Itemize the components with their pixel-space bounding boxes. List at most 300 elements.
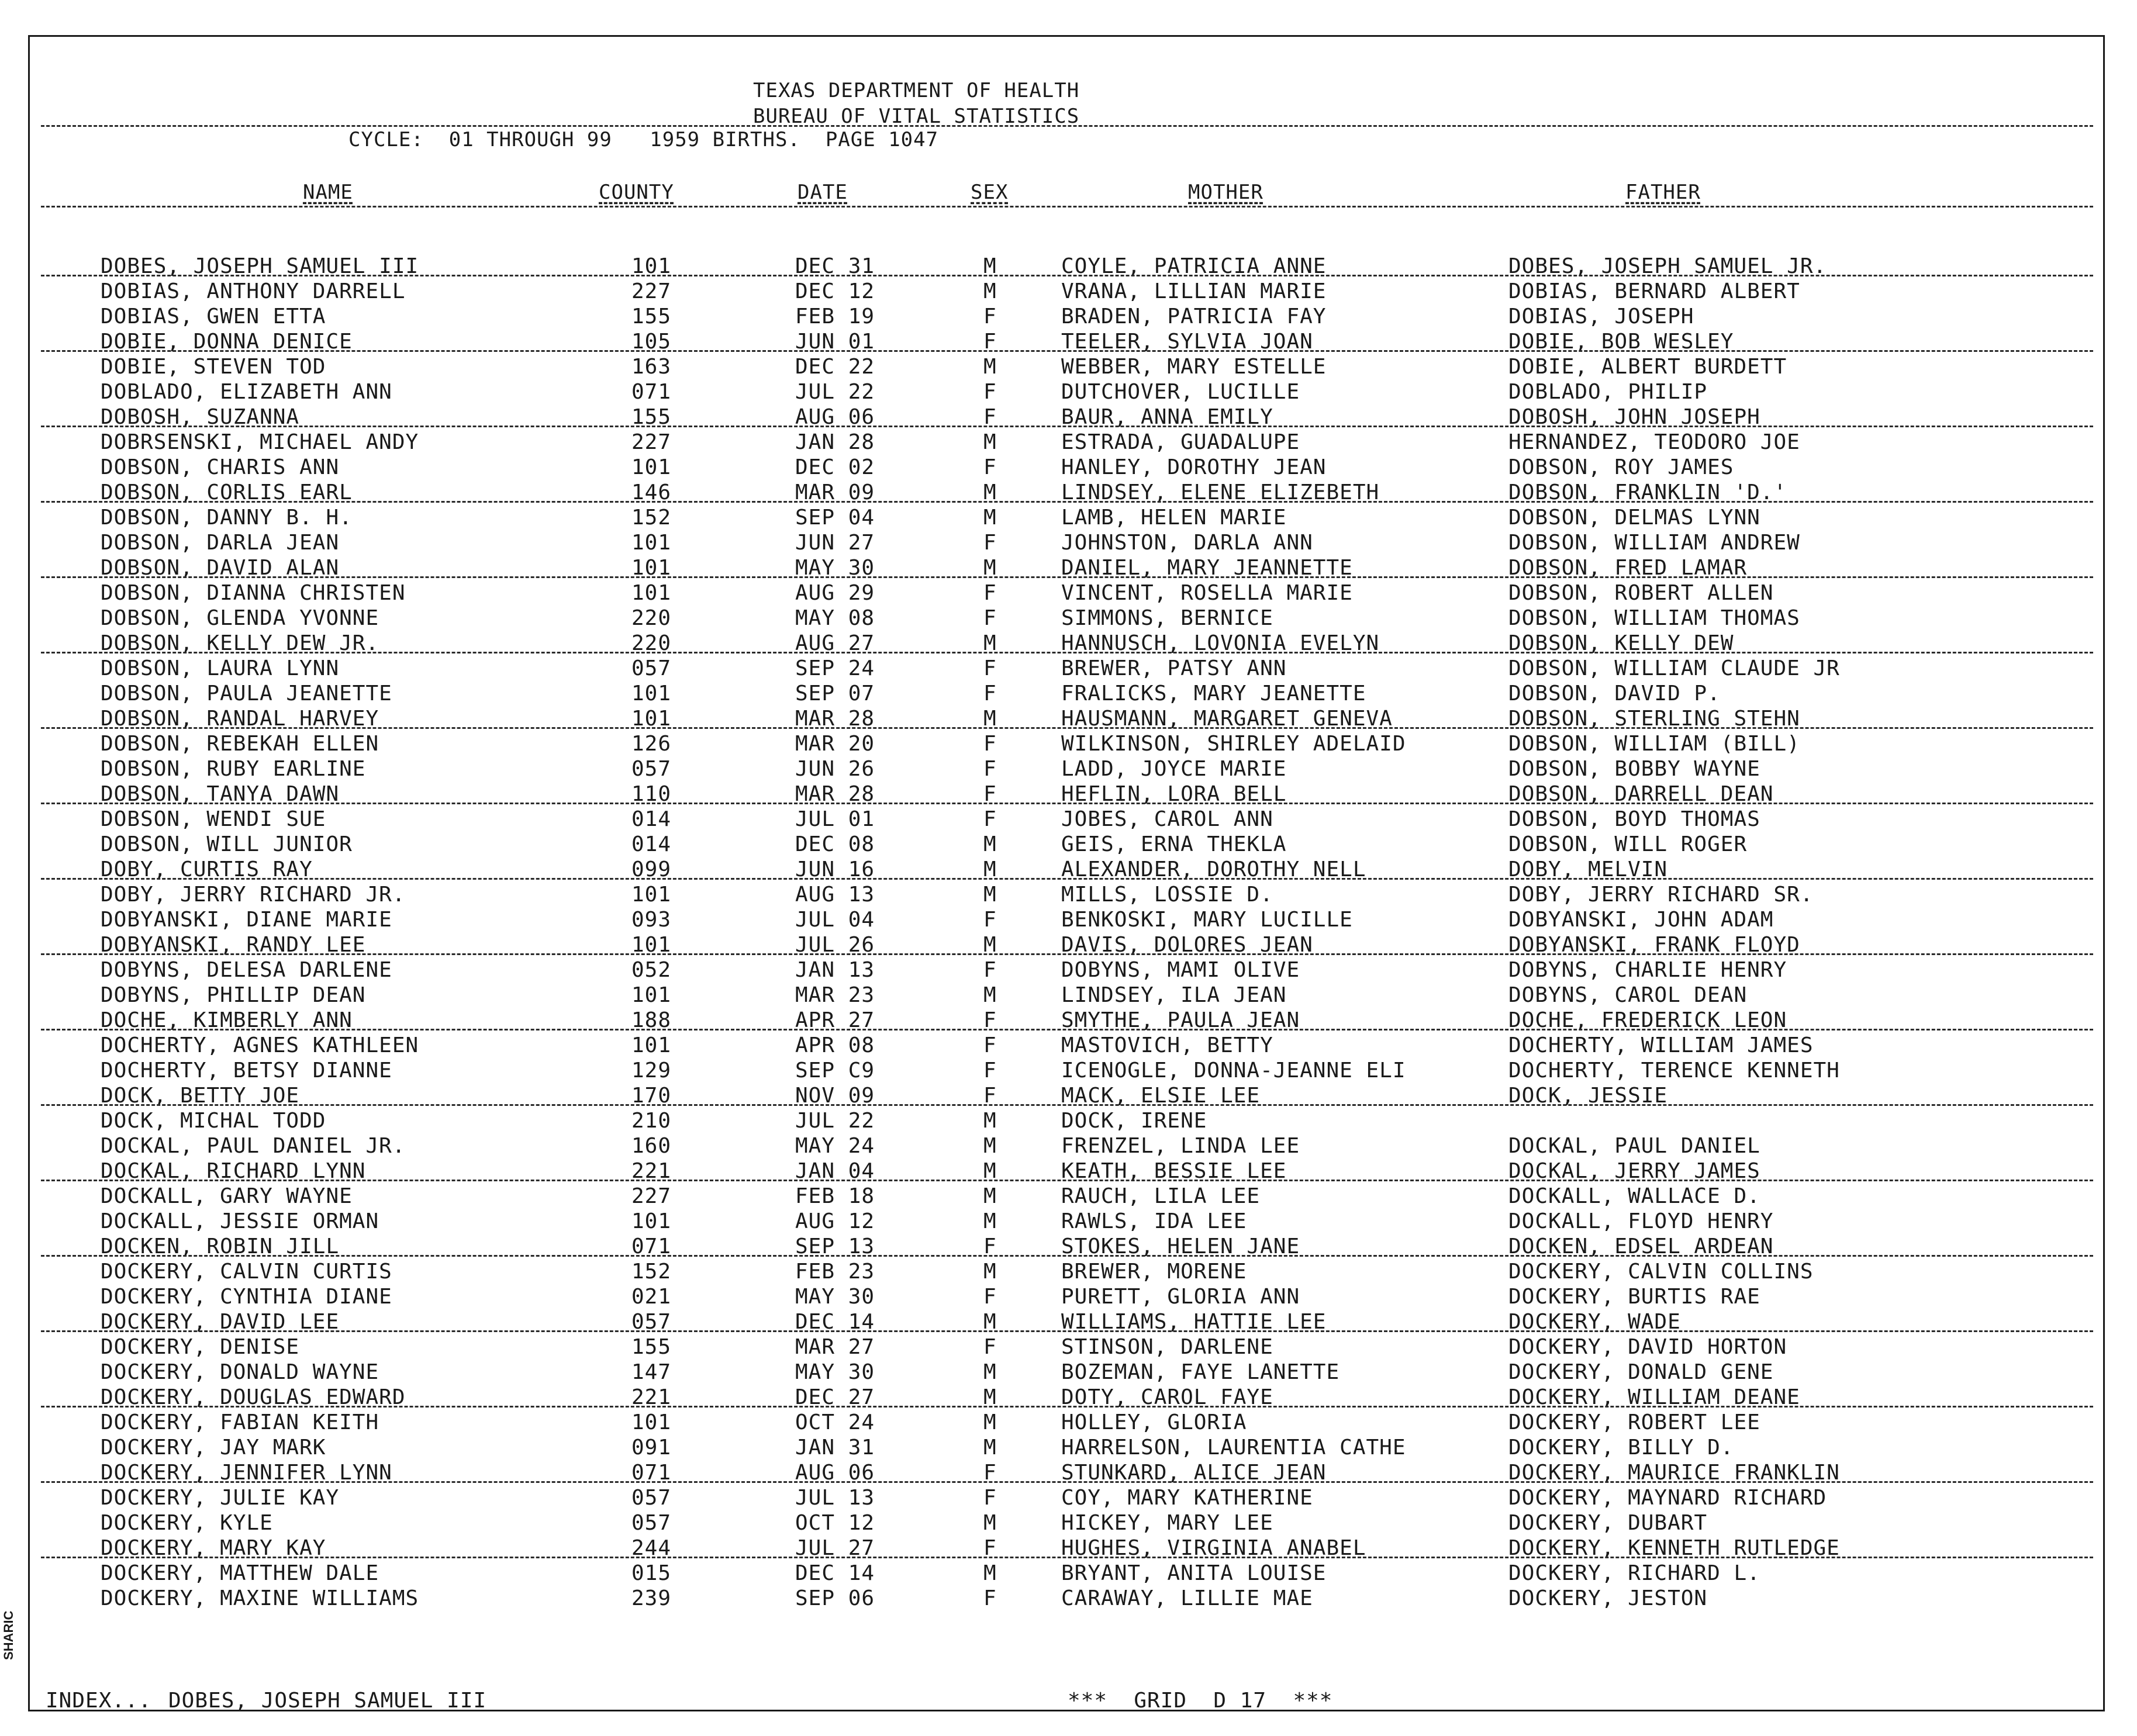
- record-mother: BOZEMAN, FAYE LANETTE: [1061, 1360, 1340, 1384]
- record-date: SEP 07: [795, 682, 875, 706]
- record-county: 101: [631, 933, 672, 957]
- record-county: 101: [631, 707, 672, 731]
- record-mother: DOTY, CAROL FAYE: [1061, 1385, 1273, 1409]
- record-sex: F: [983, 682, 997, 706]
- record-father: DOBIE, ALBERT BURDETT: [1508, 355, 1787, 379]
- table-row: [0, 379, 2137, 404]
- table-row: [0, 756, 2137, 781]
- record-name: DOCKERY, MAXINE WILLIAMS: [101, 1586, 419, 1610]
- record-father: DOCKERY, JESTON: [1508, 1586, 1708, 1610]
- record-father: DOCKERY, BURTIS RAE: [1508, 1285, 1760, 1309]
- record-date: OCT 12: [795, 1511, 875, 1535]
- record-date: AUG 06: [795, 405, 875, 429]
- record-mother: MILLS, LOSSIE D.: [1061, 883, 1273, 907]
- record-sex: M: [983, 480, 997, 504]
- record-county: 057: [631, 656, 672, 680]
- record-county: 101: [631, 581, 672, 605]
- record-father: DOBSON, BOYD THOMAS: [1508, 807, 1760, 831]
- record-father: DOCKERY, ROBERT LEE: [1508, 1410, 1760, 1434]
- record-sex: M: [983, 1360, 997, 1384]
- record-mother: DAVIS, DOLORES JEAN: [1061, 933, 1313, 957]
- record-name: DOBY, CURTIS RAY: [101, 857, 313, 881]
- record-sex: F: [983, 405, 997, 429]
- record-sex: F: [983, 807, 997, 831]
- record-date: JUN 16: [795, 857, 875, 881]
- record-county: 146: [631, 480, 672, 504]
- record-name: DOBSON, CORLIS EARL: [101, 480, 353, 504]
- record-sex: F: [983, 1033, 997, 1057]
- record-county: 057: [631, 1486, 672, 1510]
- record-date: JAN 04: [795, 1159, 875, 1183]
- record-mother: BAUR, ANNA EMILY: [1061, 405, 1273, 429]
- record-father: DOBES, JOSEPH SAMUEL JR.: [1508, 254, 1827, 278]
- record-county: 091: [631, 1436, 672, 1460]
- record-mother: COY, MARY KATHERINE: [1061, 1486, 1313, 1510]
- record-sex: M: [983, 1134, 997, 1158]
- record-date: MAR 28: [795, 707, 875, 731]
- record-county: 221: [631, 1385, 672, 1409]
- record-name: DOCKERY, FABIAN KEITH: [101, 1410, 379, 1434]
- record-date: MAR 09: [795, 480, 875, 504]
- record-date: JAN 28: [795, 430, 875, 454]
- record-father: DOBSON, ROY JAMES: [1508, 455, 1734, 479]
- record-father: DOBLADO, PHILIP: [1508, 380, 1708, 404]
- record-father: DOCKERY, MAYNARD RICHARD: [1508, 1486, 1827, 1510]
- record-date: JUL 22: [795, 1109, 875, 1133]
- table-row: [0, 279, 2137, 304]
- cycle-line: CYCLE: 01 THROUGH 99 1959 BIRTHS. PAGE 1047: [348, 128, 939, 151]
- record-county: 101: [631, 1033, 672, 1057]
- record-county: 105: [631, 330, 672, 354]
- table-row: [0, 1234, 2137, 1259]
- record-mother: HARRELSON, LAURENTIA CATHE: [1061, 1436, 1406, 1460]
- record-county: 147: [631, 1360, 672, 1384]
- record-county: 101: [631, 682, 672, 706]
- record-date: SEP C9: [795, 1059, 875, 1083]
- record-name: DOCK, MICHAL TODD: [101, 1109, 326, 1133]
- record-mother: HAUSMANN, MARGARET GENEVA: [1061, 707, 1393, 731]
- record-county: 057: [631, 1310, 672, 1334]
- record-sex: M: [983, 631, 997, 655]
- record-sex: F: [983, 1234, 997, 1258]
- record-date: DEC 22: [795, 355, 875, 379]
- department-title: TEXAS DEPARTMENT OF HEALTH: [753, 79, 1080, 102]
- record-mother: DOBYNS, MAMI OLIVE: [1061, 958, 1300, 982]
- record-name: DOBYNS, PHILLIP DEAN: [101, 983, 366, 1007]
- record-date: JAN 31: [795, 1436, 875, 1460]
- record-father: DOBIAS, JOSEPH: [1508, 305, 1694, 328]
- record-name: DOBSON, DIANNA CHRISTEN: [101, 581, 406, 605]
- record-sex: M: [983, 1410, 997, 1434]
- record-name: DOCKERY, JENNIFER LYNN: [101, 1461, 392, 1485]
- table-row: [0, 430, 2137, 455]
- record-county: 220: [631, 631, 672, 655]
- table-row: [0, 656, 2137, 681]
- record-sex: M: [983, 1184, 997, 1208]
- record-sex: F: [983, 732, 997, 756]
- table-row: [0, 1083, 2137, 1108]
- record-sex: F: [983, 531, 997, 555]
- record-mother: FRENZEL, LINDA LEE: [1061, 1134, 1300, 1158]
- record-father: DOCHERTY, WILLIAM JAMES: [1508, 1033, 1814, 1057]
- record-date: MAY 24: [795, 1134, 875, 1158]
- record-name: DOBSON, CHARIS ANN: [101, 455, 340, 479]
- table-row: [0, 631, 2137, 656]
- record-father: DOBSON, WILLIAM THOMAS: [1508, 606, 1800, 630]
- table-row: [0, 304, 2137, 329]
- record-sex: F: [983, 1486, 997, 1510]
- record-county: 101: [631, 883, 672, 907]
- table-row: [0, 254, 2137, 279]
- table-row: [0, 1209, 2137, 1234]
- grid-reference: *** GRID D 17 ***: [1068, 1689, 1333, 1713]
- record-father: DOBSON, WILLIAM (BILL): [1508, 732, 1800, 756]
- index-name: DOBES, JOSEPH SAMUEL III: [168, 1689, 487, 1713]
- record-mother: GEIS, ERNA THEKLA: [1061, 832, 1287, 856]
- record-sex: F: [983, 1059, 997, 1083]
- record-date: SEP 06: [795, 1586, 875, 1610]
- record-sex: F: [983, 330, 997, 354]
- record-county: 071: [631, 1461, 672, 1485]
- record-sex: M: [983, 1209, 997, 1233]
- record-mother: VINCENT, ROSELLA MARIE: [1061, 581, 1353, 605]
- record-mother: LINDSEY, ILA JEAN: [1061, 983, 1287, 1007]
- record-date: FEB 18: [795, 1184, 875, 1208]
- record-date: JUN 01: [795, 330, 875, 354]
- record-father: DOCK, JESSIE: [1508, 1084, 1668, 1108]
- record-father: DOCHERTY, TERENCE KENNETH: [1508, 1059, 1840, 1083]
- record-mother: CARAWAY, LILLIE MAE: [1061, 1586, 1313, 1610]
- record-county: 014: [631, 832, 672, 856]
- record-date: SEP 24: [795, 656, 875, 680]
- record-sex: M: [983, 883, 997, 907]
- record-father: DOBSON, BOBBY WAYNE: [1508, 757, 1760, 781]
- table-row: [0, 1309, 2137, 1334]
- record-sex: F: [983, 380, 997, 404]
- record-sex: M: [983, 430, 997, 454]
- record-mother: DOCK, IRENE: [1061, 1109, 1207, 1133]
- record-father: DOBIE, BOB WESLEY: [1508, 330, 1734, 354]
- record-father: DOBYNS, CHARLIE HENRY: [1508, 958, 1787, 982]
- record-sex: F: [983, 1008, 997, 1032]
- index-label: INDEX...: [46, 1689, 152, 1713]
- record-father: HERNANDEZ, TEODORO JOE: [1508, 430, 1800, 454]
- record-mother: LADD, JOYCE MARIE: [1061, 757, 1287, 781]
- record-sex: F: [983, 455, 997, 479]
- record-sex: M: [983, 1511, 997, 1535]
- record-mother: BREWER, PATSY ANN: [1061, 656, 1287, 680]
- column-header-county: COUNTY: [599, 181, 674, 204]
- record-date: DEC 27: [795, 1385, 875, 1409]
- table-row: [0, 580, 2137, 606]
- record-mother: FRALICKS, MARY JEANETTE: [1061, 682, 1366, 706]
- record-date: FEB 19: [795, 305, 875, 328]
- record-sex: M: [983, 254, 997, 278]
- record-sex: F: [983, 305, 997, 328]
- record-name: DOCHE, KIMBERLY ANN: [101, 1008, 353, 1032]
- record-name: DOBIE, DONNA DENICE: [101, 330, 353, 354]
- record-name: DOBIAS, ANTHONY DARRELL: [101, 279, 406, 303]
- record-date: AUG 12: [795, 1209, 875, 1233]
- record-county: 057: [631, 1511, 672, 1535]
- record-name: DOBSON, RANDAL HARVEY: [101, 707, 379, 731]
- table-row: [0, 329, 2137, 354]
- record-county: 021: [631, 1285, 672, 1309]
- record-mother: ALEXANDER, DOROTHY NELL: [1061, 857, 1366, 881]
- record-sex: M: [983, 1436, 997, 1460]
- record-father: DOCKERY, RICHARD L.: [1508, 1561, 1760, 1585]
- record-date: AUG 06: [795, 1461, 875, 1485]
- table-row: [0, 1259, 2137, 1284]
- record-father: DOBSON, DAVID P.: [1508, 682, 1721, 706]
- record-county: 188: [631, 1008, 672, 1032]
- record-father: DOBIAS, BERNARD ALBERT: [1508, 279, 1800, 303]
- record-father: DOCKERY, BILLY D.: [1508, 1436, 1734, 1460]
- record-father: DOCKALL, FLOYD HENRY: [1508, 1209, 1774, 1233]
- record-mother: BREWER, MORENE: [1061, 1260, 1247, 1284]
- record-mother: MASTOVICH, BETTY: [1061, 1033, 1273, 1057]
- record-sex: M: [983, 556, 997, 580]
- record-name: DOBSON, RUBY EARLINE: [101, 757, 366, 781]
- column-header-sex: SEX: [971, 181, 1009, 204]
- column-header-name: NAME: [303, 181, 353, 204]
- record-county: 210: [631, 1109, 672, 1133]
- record-sex: M: [983, 279, 997, 303]
- record-mother: RAUCH, LILA LEE: [1061, 1184, 1261, 1208]
- record-county: 126: [631, 732, 672, 756]
- table-row: [0, 1008, 2137, 1033]
- record-county: 110: [631, 782, 672, 806]
- table-row: [0, 807, 2137, 832]
- record-father: DOBY, JERRY RICHARD SR.: [1508, 883, 1814, 907]
- record-mother: VRANA, LILLIAN MARIE: [1061, 279, 1327, 303]
- table-row: [0, 1133, 2137, 1159]
- record-mother: RAWLS, IDA LEE: [1061, 1209, 1247, 1233]
- table-row: [0, 1485, 2137, 1510]
- table-row: [0, 1561, 2137, 1586]
- record-sex: F: [983, 757, 997, 781]
- column-header-father: FATHER: [1625, 181, 1701, 204]
- record-mother: HANNUSCH, LOVONIA EVELYN: [1061, 631, 1380, 655]
- record-sex: F: [983, 1335, 997, 1359]
- record-sex: F: [983, 908, 997, 932]
- table-row: [0, 1360, 2137, 1385]
- table-row: [0, 1435, 2137, 1460]
- record-mother: HICKEY, MARY LEE: [1061, 1511, 1273, 1535]
- record-father: DOCKERY, DUBART: [1508, 1511, 1708, 1535]
- table-row: [0, 606, 2137, 631]
- record-county: 014: [631, 807, 672, 831]
- table-row: [0, 1334, 2137, 1360]
- table-row: [0, 1385, 2137, 1410]
- table-row: [0, 1510, 2137, 1536]
- record-mother: MACK, ELSIE LEE: [1061, 1084, 1261, 1108]
- record-mother: HOLLEY, GLORIA: [1061, 1410, 1247, 1434]
- record-mother: BRADEN, PATRICIA FAY: [1061, 305, 1327, 328]
- record-name: DOCKERY, CALVIN CURTIS: [101, 1260, 392, 1284]
- record-name: DOCKERY, KYLE: [101, 1511, 273, 1535]
- record-father: DOBYANSKI, JOHN ADAM: [1508, 908, 1774, 932]
- record-county: 227: [631, 279, 672, 303]
- record-sex: F: [983, 656, 997, 680]
- record-date: DEC 08: [795, 832, 875, 856]
- record-mother: LAMB, HELEN MARIE: [1061, 506, 1287, 530]
- record-county: 227: [631, 430, 672, 454]
- table-row: [0, 681, 2137, 706]
- record-mother: BRYANT, ANITA LOUISE: [1061, 1561, 1327, 1585]
- table-row: [0, 555, 2137, 580]
- record-date: MAY 30: [795, 1360, 875, 1384]
- table-row: [0, 1058, 2137, 1083]
- record-mother: HANLEY, DOROTHY JEAN: [1061, 455, 1327, 479]
- record-date: AUG 27: [795, 631, 875, 655]
- record-name: DOCHERTY, BETSY DIANNE: [101, 1059, 392, 1083]
- table-row: [0, 505, 2137, 530]
- table-row: [0, 1586, 2137, 1611]
- record-sex: F: [983, 606, 997, 630]
- record-date: MAR 27: [795, 1335, 875, 1359]
- record-name: DOBYNS, DELESA DARLENE: [101, 958, 392, 982]
- record-mother: JOHNSTON, DARLA ANN: [1061, 531, 1313, 555]
- record-name: DOBSON, WENDI SUE: [101, 807, 326, 831]
- record-mother: TEELER, SYLVIA JOAN: [1061, 330, 1313, 354]
- table-row: [0, 1159, 2137, 1184]
- table-row: [0, 781, 2137, 807]
- record-sex: M: [983, 1310, 997, 1334]
- record-date: NOV 09: [795, 1084, 875, 1108]
- record-name: DOCKERY, MARY KAY: [101, 1536, 326, 1560]
- record-county: 155: [631, 1335, 672, 1359]
- record-father: DOCKERY, WADE: [1508, 1310, 1681, 1334]
- record-name: DOBOSH, SUZANNA: [101, 405, 300, 429]
- record-date: AUG 13: [795, 883, 875, 907]
- record-date: SEP 04: [795, 506, 875, 530]
- record-mother: JOBES, CAROL ANN: [1061, 807, 1273, 831]
- side-mark: SHARIC: [1, 1610, 16, 1660]
- record-sex: M: [983, 983, 997, 1007]
- table-row: [0, 1536, 2137, 1561]
- record-father: DOBSON, WILL ROGER: [1508, 832, 1748, 856]
- table-row: [0, 404, 2137, 430]
- table-row: [0, 882, 2137, 907]
- record-county: 129: [631, 1059, 672, 1083]
- record-county: 093: [631, 908, 672, 932]
- record-sex: M: [983, 1260, 997, 1284]
- record-county: 170: [631, 1084, 672, 1108]
- record-sex: M: [983, 1385, 997, 1409]
- table-row: [0, 1284, 2137, 1309]
- table-row: [0, 857, 2137, 882]
- column-header-date: DATE: [798, 181, 848, 204]
- record-county: 101: [631, 455, 672, 479]
- record-sex: M: [983, 506, 997, 530]
- record-name: DOCKERY, DENISE: [101, 1335, 300, 1359]
- record-county: 052: [631, 958, 672, 982]
- record-name: DOCKAL, RICHARD LYNN: [101, 1159, 366, 1183]
- column-header-mother: MOTHER: [1188, 181, 1263, 204]
- record-father: DOBSON, ROBERT ALLEN: [1508, 581, 1774, 605]
- record-name: DOCKERY, DONALD WAYNE: [101, 1360, 379, 1384]
- record-name: DOBLADO, ELIZABETH ANN: [101, 380, 392, 404]
- record-sex: F: [983, 581, 997, 605]
- record-name: DOCKEN, ROBIN JILL: [101, 1234, 340, 1258]
- record-date: JAN 13: [795, 958, 875, 982]
- record-name: DOBSON, DANNY B. H.: [101, 506, 353, 530]
- record-county: 101: [631, 983, 672, 1007]
- bureau-title: BUREAU OF VITAL STATISTICS: [753, 105, 1080, 128]
- record-father: DOBSON, FRED LAMAR: [1508, 556, 1748, 580]
- record-mother: DANIEL, MARY JEANNETTE: [1061, 556, 1353, 580]
- record-mother: WEBBER, MARY ESTELLE: [1061, 355, 1327, 379]
- record-father: DOCHE, FREDERICK LEON: [1508, 1008, 1787, 1032]
- record-name: DOCKERY, DAVID LEE: [101, 1310, 340, 1334]
- record-county: 221: [631, 1159, 672, 1183]
- record-name: DOCKERY, MATTHEW DALE: [101, 1561, 379, 1585]
- record-county: 099: [631, 857, 672, 881]
- record-mother: ICENOGLE, DONNA-JEANNE ELI: [1061, 1059, 1406, 1083]
- record-date: DEC 14: [795, 1561, 875, 1585]
- record-date: FEB 23: [795, 1260, 875, 1284]
- table-row: [0, 530, 2137, 555]
- table-row: [0, 907, 2137, 932]
- record-mother: HUGHES, VIRGINIA ANABEL: [1061, 1536, 1366, 1560]
- record-sex: F: [983, 1084, 997, 1108]
- record-sex: F: [983, 1285, 997, 1309]
- record-father: DOCKERY, DAVID HORTON: [1508, 1335, 1787, 1359]
- record-county: 163: [631, 355, 672, 379]
- record-mother: SMYTHE, PAULA JEAN: [1061, 1008, 1300, 1032]
- record-county: 220: [631, 606, 672, 630]
- record-father: DOBSON, KELLY DEW: [1508, 631, 1734, 655]
- record-date: JUN 27: [795, 531, 875, 555]
- record-name: DOCKALL, GARY WAYNE: [101, 1184, 353, 1208]
- table-row: [0, 731, 2137, 756]
- record-name: DOBIE, STEVEN TOD: [101, 355, 326, 379]
- table-row: [0, 706, 2137, 731]
- record-sex: M: [983, 832, 997, 856]
- record-father: DOBOSH, JOHN JOSEPH: [1508, 405, 1760, 429]
- record-name: DOBSON, DAVID ALAN: [101, 556, 340, 580]
- record-sex: F: [983, 1461, 997, 1485]
- table-row: [0, 983, 2137, 1008]
- record-county: 101: [631, 254, 672, 278]
- record-name: DOCKERY, JAY MARK: [101, 1436, 326, 1460]
- record-name: DOBY, JERRY RICHARD JR.: [101, 883, 406, 907]
- record-father: DOCKERY, WILLIAM DEANE: [1508, 1385, 1800, 1409]
- record-date: MAY 30: [795, 556, 875, 580]
- record-county: 160: [631, 1134, 672, 1158]
- record-county: 152: [631, 1260, 672, 1284]
- record-name: DOBYANSKI, DIANE MARIE: [101, 908, 392, 932]
- record-father: DOCKERY, KENNETH RUTLEDGE: [1508, 1536, 1840, 1560]
- record-name: DOBSON, LAURA LYNN: [101, 656, 340, 680]
- record-date: MAR 20: [795, 732, 875, 756]
- record-name: DOBSON, TANYA DAWN: [101, 782, 340, 806]
- record-date: DEC 12: [795, 279, 875, 303]
- record-name: DOBES, JOSEPH SAMUEL III: [101, 254, 419, 278]
- record-name: DOBSON, REBEKAH ELLEN: [101, 732, 379, 756]
- record-father: DOBYNS, CAROL DEAN: [1508, 983, 1748, 1007]
- record-name: DOBSON, KELLY DEW JR.: [101, 631, 379, 655]
- record-county: 057: [631, 757, 672, 781]
- table-row: [0, 1108, 2137, 1133]
- record-county: 155: [631, 305, 672, 328]
- record-sex: M: [983, 1109, 997, 1133]
- record-name: DOBSON, DARLA JEAN: [101, 531, 340, 555]
- record-county: 152: [631, 506, 672, 530]
- table-row: [0, 1033, 2137, 1058]
- record-name: DOBSON, WILL JUNIOR: [101, 832, 353, 856]
